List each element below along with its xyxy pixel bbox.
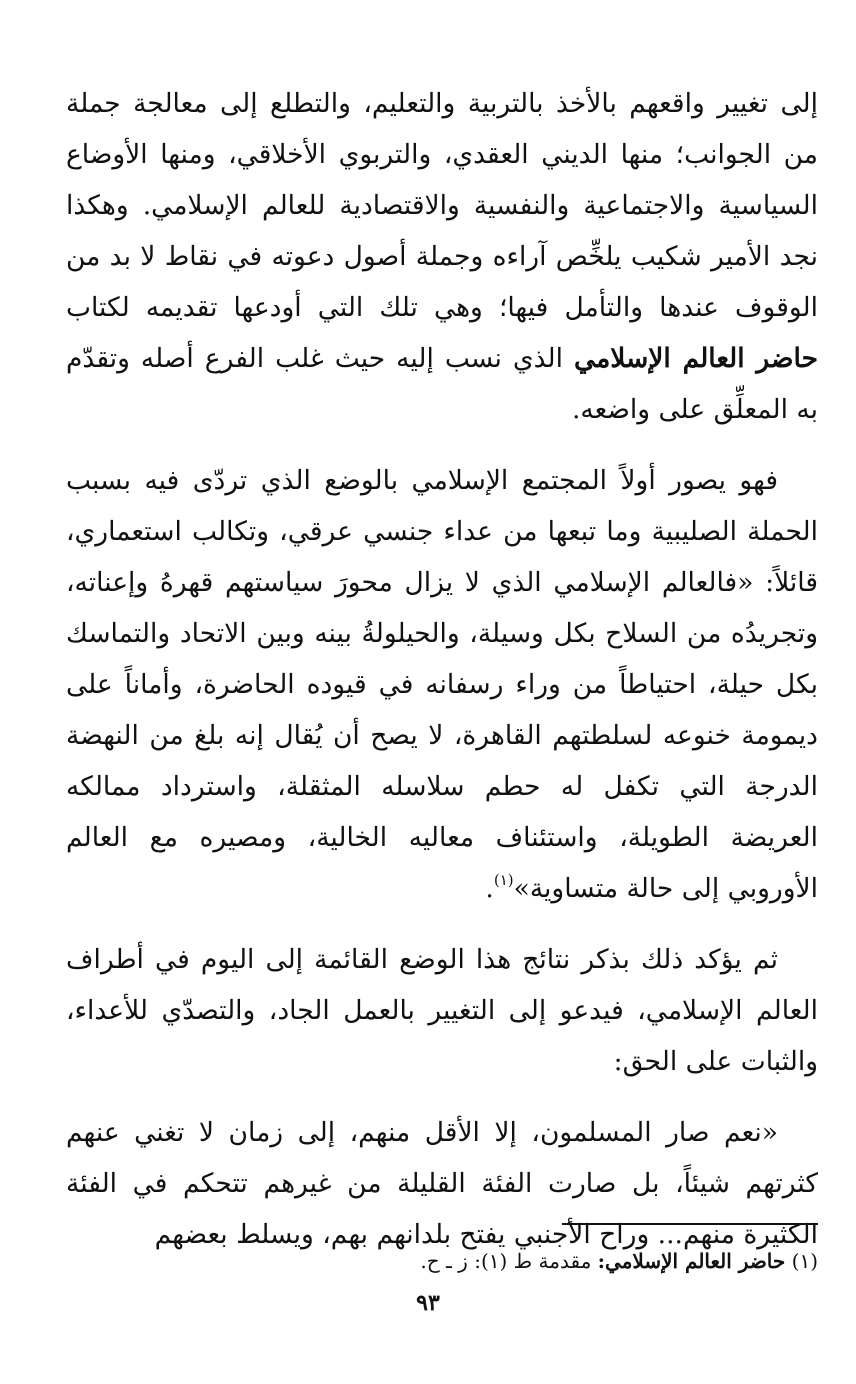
paragraph-1-text-end: الذي نسب إليه حيث غلب الفرع أصله وتقدّم به المعلِّق على واضعه. bbox=[66, 343, 818, 425]
footnote-divider bbox=[562, 1223, 818, 1225]
paragraph-3 bbox=[66, 934, 818, 1087]
paragraph-2-end: . bbox=[485, 873, 494, 904]
footnote-number: (١) bbox=[791, 1249, 818, 1273]
paragraph-2 bbox=[66, 455, 818, 914]
footnote-title: حاضر العالم الإسلامي: bbox=[597, 1249, 786, 1273]
footnote-text: مقدمة ط (١): ز ـ ح. bbox=[420, 1249, 598, 1273]
paragraph-4-text: «نعم صار المسلمون، إلا الأقل منهم، إلى زمان لا تغني عنهم كثرتهم شيئاً، بل صارت الفئة القليلة من غيرهم تتحكم في الفئة الكثيرة منهم... وراح الأجنبي يفتح بلدانهم بهم، ويسلط بعضهم bbox=[66, 1117, 818, 1250]
paragraph-2-text: فهو يصور أولاً المجتمع الإسلامي بالوضع الذي تردّى فيه بسبب الحملة الصليبية وما تبعها من عداء جنسي عرقي، وتكالب استعماري، قائلاً: «فالعالم الإسلامي الذي لا يزال محورَ سياستهم قهرهُ وإعناته، وتجريدُه من السلاح بكل وسيلة، والحيلولةُ بينه وبين الاتحاد والتماسك بكل حيلة، احتياطاً من وراء رسفانه في قيوده الحاضرة، وأماناً على ديمومة خنوعه لسلطتهم القاهرة، لا يصح أن يُقال إنه بلغ من النهضة الدرجة التي تكفل له حطم سلاسله المثقلة، واسترداد ممالكه العريضة الطويلة، واستئناف معاليه الخالية، ومصيره مع العالم الأوروبي إلى حالة متساوية» bbox=[66, 465, 818, 904]
footnote-reference: (١) bbox=[493, 871, 514, 889]
paragraph-4 bbox=[66, 1107, 818, 1260]
paragraph-3-text: ثم يؤكد ذلك بذكر نتائج هذا الوضع القائمة إلى اليوم في أطراف العالم الإسلامي، فيدعو إلى التغيير بالعمل الجاد، والتصدّي للأعداء، والثبات على الحق: bbox=[66, 944, 818, 1077]
paragraph-1 bbox=[66, 78, 818, 435]
page-body bbox=[66, 78, 818, 1260]
page-number: ٩٣ bbox=[416, 1290, 440, 1316]
book-title: حاضر العالم الإسلامي bbox=[574, 343, 819, 374]
footnote bbox=[218, 1244, 818, 1278]
paragraph-1-text: إلى تغيير واقعهم بالأخذ بالتربية والتعليم، والتطلع إلى معالجة جملة من الجوانب؛ منها الديني العقدي، والتربوي الأخلاقي، ومنها الأوضاع السياسية والاجتماعية والنفسية والاقتصادية للعالم الإسلامي. وهكذا نجد الأمير شكيب يلخِّص آراءه وجملة أصول دعوته في نقاط لا بد من الوقوف عندها والتأمل فيها؛ وهي تلك التي أودعها تقديمه لكتاب bbox=[66, 88, 818, 323]
